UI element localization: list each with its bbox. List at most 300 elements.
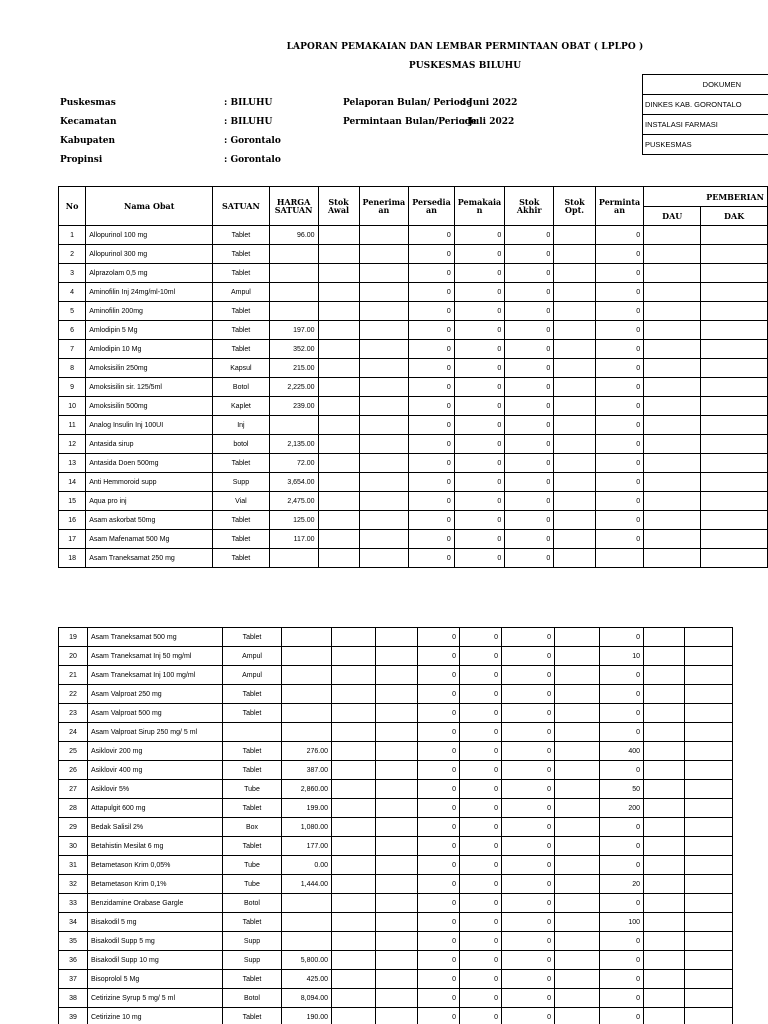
cell-penerimaan [376,894,418,913]
cell-satuan: Tablet [213,226,269,245]
cell-nama: Asam Valproat 250 mg [88,685,223,704]
cell-pemakaian: 0 [454,416,505,435]
table-row [59,951,733,970]
cell-no: 11 [59,416,86,435]
cell-stok-akhir: 0 [502,704,555,723]
cell-nama: Amoksisilin 500mg [86,397,213,416]
cell-dau [644,454,701,473]
cell-harga [282,704,332,723]
cell-persediaan: 0 [409,359,455,378]
cell-permintaan: 0 [600,1008,644,1024]
cell-penerimaan [359,283,409,302]
cell-stok-akhir: 0 [505,302,554,321]
table-row [59,742,733,761]
table-row [59,416,768,435]
cell-stok-opt [555,780,600,799]
cell-permintaan: 0 [595,454,643,473]
cell-satuan: Tablet [223,742,282,761]
cell-penerimaan [376,780,418,799]
cell-penerimaan [376,951,418,970]
cell-nama: Asam Valproat 500 mg [88,704,223,723]
table-row [59,511,768,530]
cell-harga [269,302,318,321]
cell-dau [644,913,685,932]
cell-stok-opt [555,647,600,666]
cell-stok-awal [332,951,376,970]
cell-nama: Antasida sirup [86,435,213,454]
cell-persediaan: 0 [418,780,460,799]
cell-penerimaan [376,666,418,685]
cell-no: 19 [59,628,88,647]
table-row [59,875,733,894]
cell-stok-opt [554,264,596,283]
cell-penerimaan [376,1008,418,1024]
cell-persediaan: 0 [418,894,460,913]
cell-permintaan: 0 [595,321,643,340]
cell-stok-akhir: 0 [502,970,555,989]
cell-stok-opt [555,723,600,742]
cell-stok-akhir: 0 [502,723,555,742]
cell-stok-opt [554,549,596,568]
cell-permintaan: 0 [595,511,643,530]
cell-harga: 3,654.00 [269,473,318,492]
cell-permintaan: 10 [600,647,644,666]
cell-penerimaan [376,685,418,704]
cell-penerimaan [376,932,418,951]
info-label-kabupaten: Kabupaten [60,136,116,146]
cell-penerimaan [376,875,418,894]
cell-nama: Analog Insulin Inj 100UI [86,416,213,435]
cell-stok-opt [554,302,596,321]
cell-dau [644,492,701,511]
cell-pemakaian: 0 [454,340,505,359]
cell-pemakaian: 0 [454,473,505,492]
cell-penerimaan [359,264,409,283]
cell-permintaan: 0 [595,416,643,435]
cell-dak [701,226,768,245]
cell-persediaan: 0 [409,245,455,264]
cell-stok-opt [555,799,600,818]
cell-dau [644,647,685,666]
cell-pemakaian: 0 [460,1008,502,1024]
cell-pemakaian: 0 [454,321,505,340]
cell-stok-awal [318,530,359,549]
cell-no: 16 [59,511,86,530]
cell-persediaan: 0 [409,378,455,397]
cell-dau [644,856,685,875]
period-value-permintaan: : Juli 2022 [462,117,515,127]
period-value-pelaporan: : Juni 2022 [462,98,518,108]
cell-nama: Asam askorbat 50mg [86,511,213,530]
cell-persediaan: 0 [409,549,455,568]
cell-no: 37 [59,970,88,989]
cell-stok-awal [332,666,376,685]
cell-no: 7 [59,340,86,359]
cell-satuan: Supp [223,932,282,951]
cell-satuan: Vial [213,492,269,511]
cell-dau [644,818,685,837]
cell-penerimaan [359,530,409,549]
cell-persediaan: 0 [418,723,460,742]
cell-harga [282,647,332,666]
cell-no: 5 [59,302,86,321]
cell-pemakaian: 0 [460,761,502,780]
cell-permintaan: 0 [600,628,644,647]
cell-pemakaian: 0 [460,913,502,932]
drug-table-page-1 [58,186,768,568]
cell-no: 14 [59,473,86,492]
document-box [642,74,768,155]
cell-harga [269,549,318,568]
cell-dak [685,989,733,1008]
cell-stok-awal [318,549,359,568]
cell-satuan: Botol [213,378,269,397]
cell-pemakaian: 0 [454,378,505,397]
cell-stok-opt [555,837,600,856]
cell-permintaan: 0 [595,397,643,416]
cell-harga: 96.00 [269,226,318,245]
cell-dau [644,302,701,321]
cell-no: 2 [59,245,86,264]
cell-dak [685,932,733,951]
cell-stok-awal [332,989,376,1008]
cell-penerimaan [359,321,409,340]
cell-no: 15 [59,492,86,511]
cell-pemakaian: 0 [460,856,502,875]
doc-box-instalasi: INSTALASI FARMASI [643,115,768,135]
cell-stok-awal [318,264,359,283]
cell-permintaan: 0 [600,818,644,837]
cell-persediaan: 0 [418,913,460,932]
cell-stok-akhir: 0 [502,913,555,932]
cell-pemakaian: 0 [454,302,505,321]
cell-stok-opt [554,511,596,530]
col-header-penerimaan: Penerima an [359,187,409,226]
cell-nama: Asiklovir 400 mg [88,761,223,780]
cell-pemakaian: 0 [454,226,505,245]
cell-permintaan: 100 [600,913,644,932]
cell-nama: Antasida Doen 500mg [86,454,213,473]
cell-penerimaan [376,913,418,932]
cell-stok-opt [554,492,596,511]
cell-dau [644,473,701,492]
cell-harga: 2,225.00 [269,378,318,397]
cell-stok-awal [332,761,376,780]
cell-nama: Aminofilin Inj 24mg/ml-10ml [86,283,213,302]
cell-satuan: Tablet [223,704,282,723]
cell-dak [701,492,768,511]
cell-stok-akhir: 0 [502,837,555,856]
cell-penerimaan [376,989,418,1008]
cell-penerimaan [359,492,409,511]
cell-stok-opt [554,226,596,245]
cell-penerimaan [376,704,418,723]
cell-stok-opt [555,894,600,913]
cell-pemakaian: 0 [460,837,502,856]
cell-dak [685,818,733,837]
cell-no: 17 [59,530,86,549]
cell-permintaan: 0 [595,378,643,397]
cell-pemakaian: 0 [454,283,505,302]
cell-persediaan: 0 [409,226,455,245]
cell-pemakaian: 0 [460,704,502,723]
cell-stok-awal [318,435,359,454]
cell-no: 34 [59,913,88,932]
cell-penerimaan [359,359,409,378]
cell-stok-awal [318,378,359,397]
cell-stok-opt [554,340,596,359]
col-header-harga: HARGA SATUAN [269,187,318,226]
cell-nama: Aminofilin 200mg [86,302,213,321]
cell-stok-opt [555,875,600,894]
cell-harga: 215.00 [269,359,318,378]
cell-stok-awal [332,818,376,837]
col-header-pemberian: PEMBERIAN [644,187,768,207]
cell-no: 25 [59,742,88,761]
table-row [59,647,733,666]
cell-stok-awal [332,799,376,818]
cell-dak [701,359,768,378]
cell-dau [644,511,701,530]
cell-dau [644,685,685,704]
cell-persediaan: 0 [418,742,460,761]
cell-stok-akhir: 0 [505,359,554,378]
col-header-persediaan: Persedia an [409,187,455,226]
cell-stok-awal [332,875,376,894]
cell-dak [685,723,733,742]
cell-satuan: Inj [213,416,269,435]
col-header-dau: DAU [644,207,701,226]
cell-harga: 276.00 [282,742,332,761]
cell-pemakaian: 0 [454,245,505,264]
cell-nama: Asam Traneksamat 500 mg [88,628,223,647]
table-row [59,264,768,283]
cell-permintaan: 0 [600,989,644,1008]
cell-dau [644,530,701,549]
cell-stok-akhir: 0 [502,932,555,951]
cell-permintaan: 0 [600,837,644,856]
cell-nama: Asam Traneksamat Inj 50 mg/ml [88,647,223,666]
cell-permintaan: 0 [595,473,643,492]
cell-stok-akhir: 0 [505,435,554,454]
cell-dau [644,628,685,647]
cell-harga [282,894,332,913]
cell-stok-akhir: 0 [505,264,554,283]
cell-satuan: Tube [223,780,282,799]
cell-stok-opt [555,951,600,970]
cell-dak [685,970,733,989]
cell-persediaan: 0 [409,530,455,549]
cell-dak [685,856,733,875]
cell-pemakaian: 0 [454,359,505,378]
cell-stok-opt [554,473,596,492]
cell-stok-awal [318,454,359,473]
cell-harga: 2,860.00 [282,780,332,799]
cell-satuan: Tablet [213,530,269,549]
cell-pemakaian: 0 [454,264,505,283]
cell-stok-akhir: 0 [505,226,554,245]
cell-permintaan: 0 [595,226,643,245]
cell-permintaan: 0 [595,492,643,511]
col-header-no: No [59,187,86,226]
cell-satuan: Tablet [223,1008,282,1024]
cell-stok-awal [332,1008,376,1024]
cell-pemakaian: 0 [460,742,502,761]
cell-nama: Alprazolam 0,5 mg [86,264,213,283]
cell-satuan: Tablet [223,761,282,780]
col-header-pemakaian: Pemakaia n [454,187,505,226]
cell-pemakaian: 0 [460,894,502,913]
cell-nama: Allopurinol 300 mg [86,245,213,264]
cell-satuan: Botol [223,894,282,913]
cell-stok-awal [332,932,376,951]
cell-dau [644,799,685,818]
cell-satuan: Tablet [213,454,269,473]
cell-penerimaan [359,340,409,359]
cell-stok-awal [332,628,376,647]
cell-dau [644,1008,685,1024]
cell-no: 20 [59,647,88,666]
cell-dak [701,321,768,340]
cell-satuan: botol [213,435,269,454]
cell-dak [685,761,733,780]
cell-satuan: Ampul [213,283,269,302]
cell-pemakaian: 0 [460,951,502,970]
cell-harga: 8,094.00 [282,989,332,1008]
info-label-puskesmas: Puskesmas [60,98,116,108]
cell-penerimaan [359,226,409,245]
report-subtitle: PUSKESMAS BILUHU [408,61,522,71]
cell-satuan: Tablet [213,340,269,359]
table-body-page-2 [59,628,733,1024]
cell-stok-awal [318,283,359,302]
cell-stok-awal [318,340,359,359]
cell-permintaan: 20 [600,875,644,894]
cell-dau [644,378,701,397]
cell-no: 30 [59,837,88,856]
cell-pemakaian: 0 [454,511,505,530]
cell-satuan: Tablet [223,970,282,989]
info-label-propinsi: Propinsi [60,155,103,165]
cell-dak [685,704,733,723]
cell-harga: 0.00 [282,856,332,875]
cell-dau [644,416,701,435]
table-row [59,837,733,856]
cell-dak [701,264,768,283]
cell-satuan: Tablet [213,245,269,264]
cell-penerimaan [376,647,418,666]
cell-nama: Asam Mafenamat 500 Mg [86,530,213,549]
table-row [59,321,768,340]
cell-harga: 352.00 [269,340,318,359]
doc-box-dinkes: DINKES KAB. GORONTALO [643,95,768,115]
cell-stok-akhir: 0 [505,378,554,397]
table-row [59,970,733,989]
cell-satuan: Tablet [213,549,269,568]
cell-stok-akhir: 0 [505,549,554,568]
cell-stok-awal [318,302,359,321]
cell-nama: Asam Traneksamat 250 mg [86,549,213,568]
cell-penerimaan [359,397,409,416]
cell-dak [685,666,733,685]
cell-pemakaian: 0 [460,875,502,894]
cell-no: 24 [59,723,88,742]
cell-penerimaan [359,473,409,492]
table-row [59,245,768,264]
cell-stok-opt [554,283,596,302]
cell-harga [282,913,332,932]
cell-dau [644,761,685,780]
cell-dak [685,875,733,894]
cell-stok-awal [318,226,359,245]
cell-stok-opt [555,704,600,723]
table-row [59,685,733,704]
cell-no: 18 [59,549,86,568]
cell-permintaan: 0 [600,856,644,875]
cell-satuan: Tube [223,856,282,875]
table-row [59,530,768,549]
cell-persediaan: 0 [409,397,455,416]
table-row [59,761,733,780]
cell-dak [685,913,733,932]
cell-penerimaan [359,416,409,435]
table-row [59,549,768,568]
cell-nama: Amlodipin 5 Mg [86,321,213,340]
table-body-page-1 [59,226,768,568]
cell-persediaan: 0 [418,970,460,989]
cell-nama: Amoksisilin 250mg [86,359,213,378]
cell-nama: Allopurinol 100 mg [86,226,213,245]
cell-harga [282,666,332,685]
cell-satuan: Supp [213,473,269,492]
cell-stok-awal [318,321,359,340]
cell-persediaan: 0 [409,340,455,359]
cell-harga: 425.00 [282,970,332,989]
table-row [59,435,768,454]
cell-no: 32 [59,875,88,894]
cell-satuan: Kapsul [213,359,269,378]
cell-stok-awal [332,723,376,742]
cell-no: 39 [59,1008,88,1024]
cell-stok-awal [318,511,359,530]
cell-satuan: Tablet [213,264,269,283]
table-row [59,454,768,473]
cell-dau [644,549,701,568]
cell-persediaan: 0 [409,416,455,435]
cell-stok-akhir: 0 [505,416,554,435]
cell-harga: 5,800.00 [282,951,332,970]
cell-penerimaan [359,435,409,454]
cell-penerimaan [359,549,409,568]
cell-nama: Benzidamine Orabase Gargle [88,894,223,913]
cell-permintaan: 50 [600,780,644,799]
cell-dau [644,666,685,685]
cell-no: 36 [59,951,88,970]
cell-penerimaan [376,837,418,856]
cell-pemakaian: 0 [460,628,502,647]
cell-dak [701,549,768,568]
cell-stok-awal [332,970,376,989]
cell-permintaan: 0 [595,530,643,549]
cell-stok-opt [554,397,596,416]
cell-no: 33 [59,894,88,913]
table-row [59,359,768,378]
cell-dau [644,226,701,245]
cell-permintaan: 0 [600,685,644,704]
cell-dak [685,1008,733,1024]
cell-satuan: Botol [223,989,282,1008]
cell-persediaan: 0 [409,473,455,492]
